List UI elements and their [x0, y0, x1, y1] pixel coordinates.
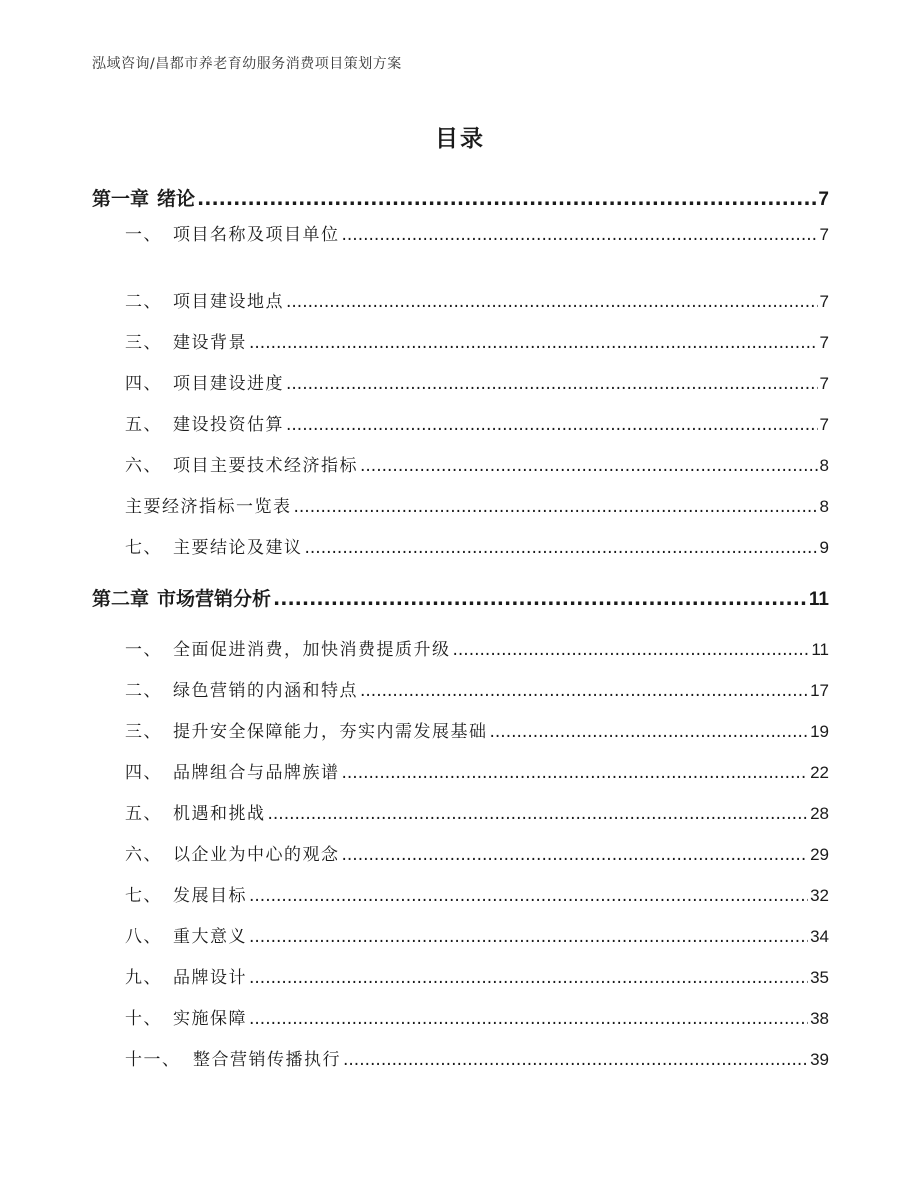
- toc-entry-page: 7: [819, 374, 829, 393]
- toc-entry-number: 三、: [125, 333, 162, 353]
- dot-leader: [249, 927, 808, 947]
- toc-entry-number: 四、: [125, 374, 162, 394]
- toc-entry-table[interactable]: [125, 492, 829, 517]
- toc-entry-label: 品牌组合与品牌族谱: [173, 763, 340, 783]
- toc-entry[interactable]: [125, 287, 829, 312]
- toc-entry-label: 重大意义: [173, 927, 247, 947]
- toc-entry-label: 绪论: [157, 188, 196, 210]
- toc-entry[interactable]: [125, 676, 829, 701]
- toc-entry-number: 六、: [125, 845, 162, 865]
- toc-entry-label: 机遇和挑战: [173, 804, 266, 824]
- dot-leader: [249, 333, 818, 353]
- toc-entry-label: 主要结论及建议: [173, 538, 303, 558]
- toc-entry[interactable]: [125, 369, 829, 394]
- toc-entry-page: 7: [819, 415, 829, 434]
- dot-leader: [360, 681, 808, 701]
- toc-entry-page: 34: [810, 927, 829, 946]
- toc-entry-number: 七、: [125, 538, 162, 558]
- toc-entry-page: 35: [810, 968, 829, 987]
- toc-entry[interactable]: [125, 1004, 829, 1029]
- toc-entry-number: 四、: [125, 763, 162, 783]
- toc-entry-label: 市场营销分析: [157, 588, 272, 610]
- toc-entry-number: 十、: [125, 1009, 162, 1029]
- toc-entry-page: 32: [810, 886, 829, 905]
- toc-entry-page: 9: [819, 538, 829, 557]
- toc-entry-number: 七、: [125, 886, 162, 906]
- toc-entry[interactable]: [125, 922, 829, 947]
- toc-entry[interactable]: [125, 451, 829, 476]
- toc-entry-page: 29: [810, 845, 829, 864]
- toc-entry-label: 建设背景: [173, 333, 247, 353]
- toc-chapter-2[interactable]: [92, 584, 829, 611]
- toc-entry-page: 17: [810, 681, 829, 700]
- dot-leader: [249, 968, 808, 988]
- dot-leader: [490, 722, 809, 742]
- dot-leader: [273, 588, 807, 610]
- dot-leader: [294, 497, 818, 517]
- toc-entry-page: 7: [818, 189, 829, 210]
- toc-entry-page: 39: [810, 1050, 829, 1069]
- toc-entry-label: 全面促进消费，加快消费提质升级: [173, 640, 451, 660]
- toc-entry-page: 28: [810, 804, 829, 823]
- toc-entry-label: 发展目标: [173, 886, 247, 906]
- toc-entry-number: 六、: [125, 456, 162, 476]
- dot-leader: [343, 1050, 808, 1070]
- toc-entry-page: 7: [819, 292, 829, 311]
- toc-entry-label: 主要经济指标一览表: [125, 497, 292, 517]
- dot-leader: [360, 456, 818, 476]
- toc-entry-number: 五、: [125, 415, 162, 435]
- dot-leader: [342, 845, 809, 865]
- toc-entry-label: 品牌设计: [173, 968, 247, 988]
- dot-leader: [342, 763, 809, 783]
- dot-leader: [286, 292, 818, 312]
- toc-entry-page: 19: [810, 722, 829, 741]
- toc-entry-page: 8: [819, 497, 829, 516]
- toc-entry-number: 九、: [125, 968, 162, 988]
- toc-entry-number: 一、: [125, 225, 162, 245]
- dot-leader: [453, 640, 810, 660]
- running-header: 泓域咨询/昌都市养老育幼服务消费项目策划方案: [92, 56, 402, 72]
- toc-entry-number: 三、: [125, 722, 162, 742]
- toc-entry-label: 整合营销传播执行: [193, 1050, 341, 1070]
- toc-entry-number: 五、: [125, 804, 162, 824]
- toc-entry[interactable]: [125, 799, 829, 824]
- toc-entry[interactable]: [125, 963, 829, 988]
- dot-leader: [197, 188, 816, 210]
- toc-entry-page: 11: [808, 589, 829, 610]
- dot-leader: [268, 804, 809, 824]
- toc-entry-number: 二、: [125, 292, 162, 312]
- toc-entry-page: 22: [810, 763, 829, 782]
- dot-leader: [286, 415, 818, 435]
- toc-entry-label: 以企业为中心的观念: [173, 845, 340, 865]
- toc-entry[interactable]: [125, 1045, 829, 1070]
- toc-entry-number: 第一章: [92, 188, 150, 210]
- toc-entry-label: 建设投资估算: [173, 415, 284, 435]
- dot-leader: [305, 538, 818, 558]
- toc-entry-page: 11: [811, 640, 829, 659]
- toc-entry[interactable]: [125, 410, 829, 435]
- toc-entry[interactable]: [125, 717, 829, 742]
- dot-leader: [249, 1009, 808, 1029]
- toc-entry-label: 绿色营销的内涵和特点: [173, 681, 358, 701]
- toc-entry-number: 二、: [125, 681, 162, 701]
- toc-entry[interactable]: [125, 840, 829, 865]
- toc-entry-page: 8: [819, 456, 829, 475]
- toc-entry[interactable]: [125, 220, 829, 245]
- toc-entry[interactable]: [125, 881, 829, 906]
- toc-entry-label: 实施保障: [173, 1009, 247, 1029]
- dot-leader: [342, 225, 818, 245]
- toc-entry[interactable]: [125, 758, 829, 783]
- toc-entry-page: 38: [810, 1009, 829, 1028]
- toc-chapter-1[interactable]: [92, 184, 829, 211]
- toc-entry-page: 7: [819, 225, 829, 244]
- toc-entry-number: 八、: [125, 927, 162, 947]
- toc-entry[interactable]: [125, 635, 829, 660]
- dot-leader: [249, 886, 808, 906]
- toc-entry-label: 项目建设地点: [173, 292, 284, 312]
- toc-entry[interactable]: [125, 328, 829, 353]
- toc-entry-number: 一、: [125, 640, 162, 660]
- toc-entry-number: 第二章: [92, 588, 150, 610]
- dot-leader: [286, 374, 818, 394]
- toc-entry-label: 项目建设进度: [173, 374, 284, 394]
- toc-entry-page: 7: [819, 333, 829, 352]
- toc-entry-label: 项目名称及项目单位: [173, 225, 340, 245]
- toc-title: 目录: [435, 126, 485, 152]
- toc-entry-number: 十一、: [125, 1050, 181, 1070]
- toc-entry[interactable]: [125, 533, 829, 558]
- toc-entry-label: 项目主要技术经济指标: [173, 456, 358, 476]
- toc-entry-label: 提升安全保障能力，夯实内需发展基础: [173, 722, 488, 742]
